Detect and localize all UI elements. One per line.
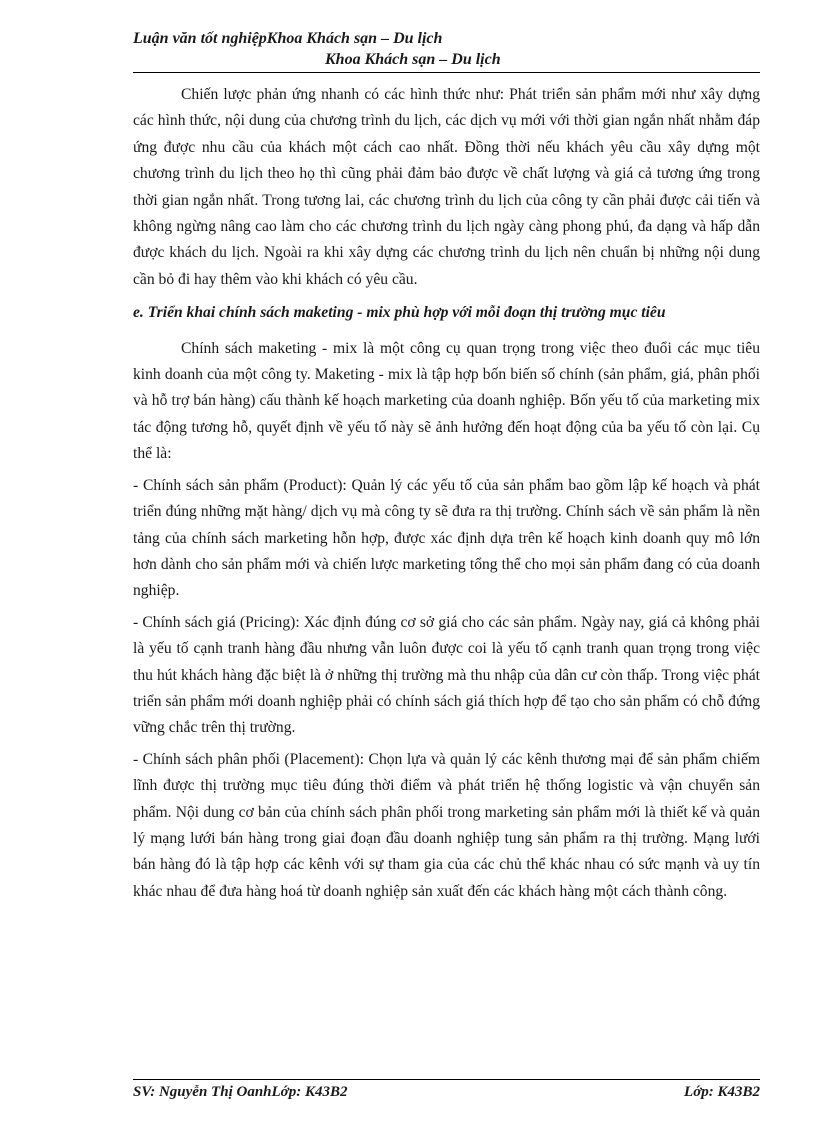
footer-student-info: SV: Nguyễn Thị OanhLớp: K43B2 xyxy=(133,1084,348,1100)
paragraph-pricing-policy: - Chính sách giá (Pricing): Xác định đúng cơ sở giá cho các sản phẩm. Ngày nay, giá cả không phải là yếu tố cạnh tranh hàng đầu nhưng vẫn luôn được coi là yếu tố cạnh tranh quan trọng trong việc thu hút khách hàng đặc biệt là ở những thị trường mà thu nhập của dân cư còn thấp. Trong việc phát triển sản phẩm mới doanh nghiệp phải có chính sách giá thích hợp để tạo cho sản phẩm có chỗ đứng vững chắc trên thị trường. xyxy=(133,613,760,737)
header-title: Luận văn tốt nghiệpKhoa Khách sạn – Du lịch xyxy=(133,30,443,47)
paragraph-marketing-mix-intro: Chính sách maketing - mix là một công cụ quan trọng trong việc theo đuổi các mục tiêu kinh doanh của một công ty. Maketing - mix là tập hợp bốn biến số chính (sản phẩm, giá, phân phối và hỗ trợ bán hàng) cấu thành kế hoạch marketing của doanh nghiệp. Bốn yếu tố của marketing mix tác động tương hỗ, quyết định về yếu tố này sẽ ảnh hưởng đến hoạt động của ba yếu tố còn lại. Cụ thể là: xyxy=(133,339,760,463)
header-subtitle: Khoa Khách sạn – Du lịch xyxy=(325,51,501,68)
paragraph-placement-policy: - Chính sách phân phối (Placement): Chọn lựa và quản lý các kênh thương mại để sản phẩm chiếm lĩnh được thị trường mục tiêu đúng thời điểm và phát triển hệ thống logistic và vận chuyển sản phẩm. Nội dung cơ bản của chính sách phân phối trong marketing sản phẩm mới là thiết kế và quản lý mạng lưới bán hàng trong giai đoạn đầu doanh nghiệp tung sản phẩm ra thị trường. Mạng lưới bán hàng đó là tập hợp các kênh với sự tham gia của các chủ thể khác nhau có sức mạnh và uy tín khác nhau để đưa hàng hoá từ doanh nghiệp sản xuất đến các khách hàng một cách thành công. xyxy=(133,750,760,900)
footer-class-info: Lớp: K43B2 xyxy=(684,1084,760,1100)
section-heading-marketing-mix: e. Triển khai chính sách maketing - mix phù hợp với mỗi đoạn thị trường mục tiêu xyxy=(133,304,666,322)
page-content xyxy=(133,82,760,910)
header-divider xyxy=(133,72,760,73)
paragraph-product-policy: - Chính sách sản phẩm (Product): Quản lý các yếu tố của sản phẩm bao gồm lập kế hoạch và phát triển đúng những mặt hàng/ dịch vụ mà công ty sẽ đưa ra thị trường. Chính sách về sản phẩm là nền tảng của chính sách marketing hỗn hợp, được xác định dựa trên kế hoạch kinh doanh quy mô lớn hơn dành cho sản phẩm mới và chiến lược marketing tổng thể cho mọi sản phẩm đang có của doanh nghiệp. xyxy=(133,476,760,600)
paragraph-rapid-response-strategy: Chiến lược phản ứng nhanh có các hình thức như: Phát triển sản phẩm mới như xây dựng các hình thức, nội dung của chương trình du lịch, các dịch vụ mới với thời gian ngắn nhất nhằm đáp ứng được nhu cầu của khách một cách cao nhất. Đồng thời nếu khách yêu cầu xây dựng một chương trình du lịch theo họ thì cũng phải đảm bảo được về chất lượng và giá cả tương ứng trong thời gian ngắn nhất. Trong tương lai, các chương trình du lịch của công ty cần phải được cải tiến và không ngừng nâng cao làm cho các chương trình du lịch ngày càng phong phú, đa dạng và hấp dẫn được khách du lịch. Ngoài ra khi xây dựng các chương trình du lịch nên chuẩn bị những nội dung cần bỏ đi hay thêm vào khi khách có yêu cầu. xyxy=(133,86,760,288)
footer-divider xyxy=(133,1079,760,1080)
